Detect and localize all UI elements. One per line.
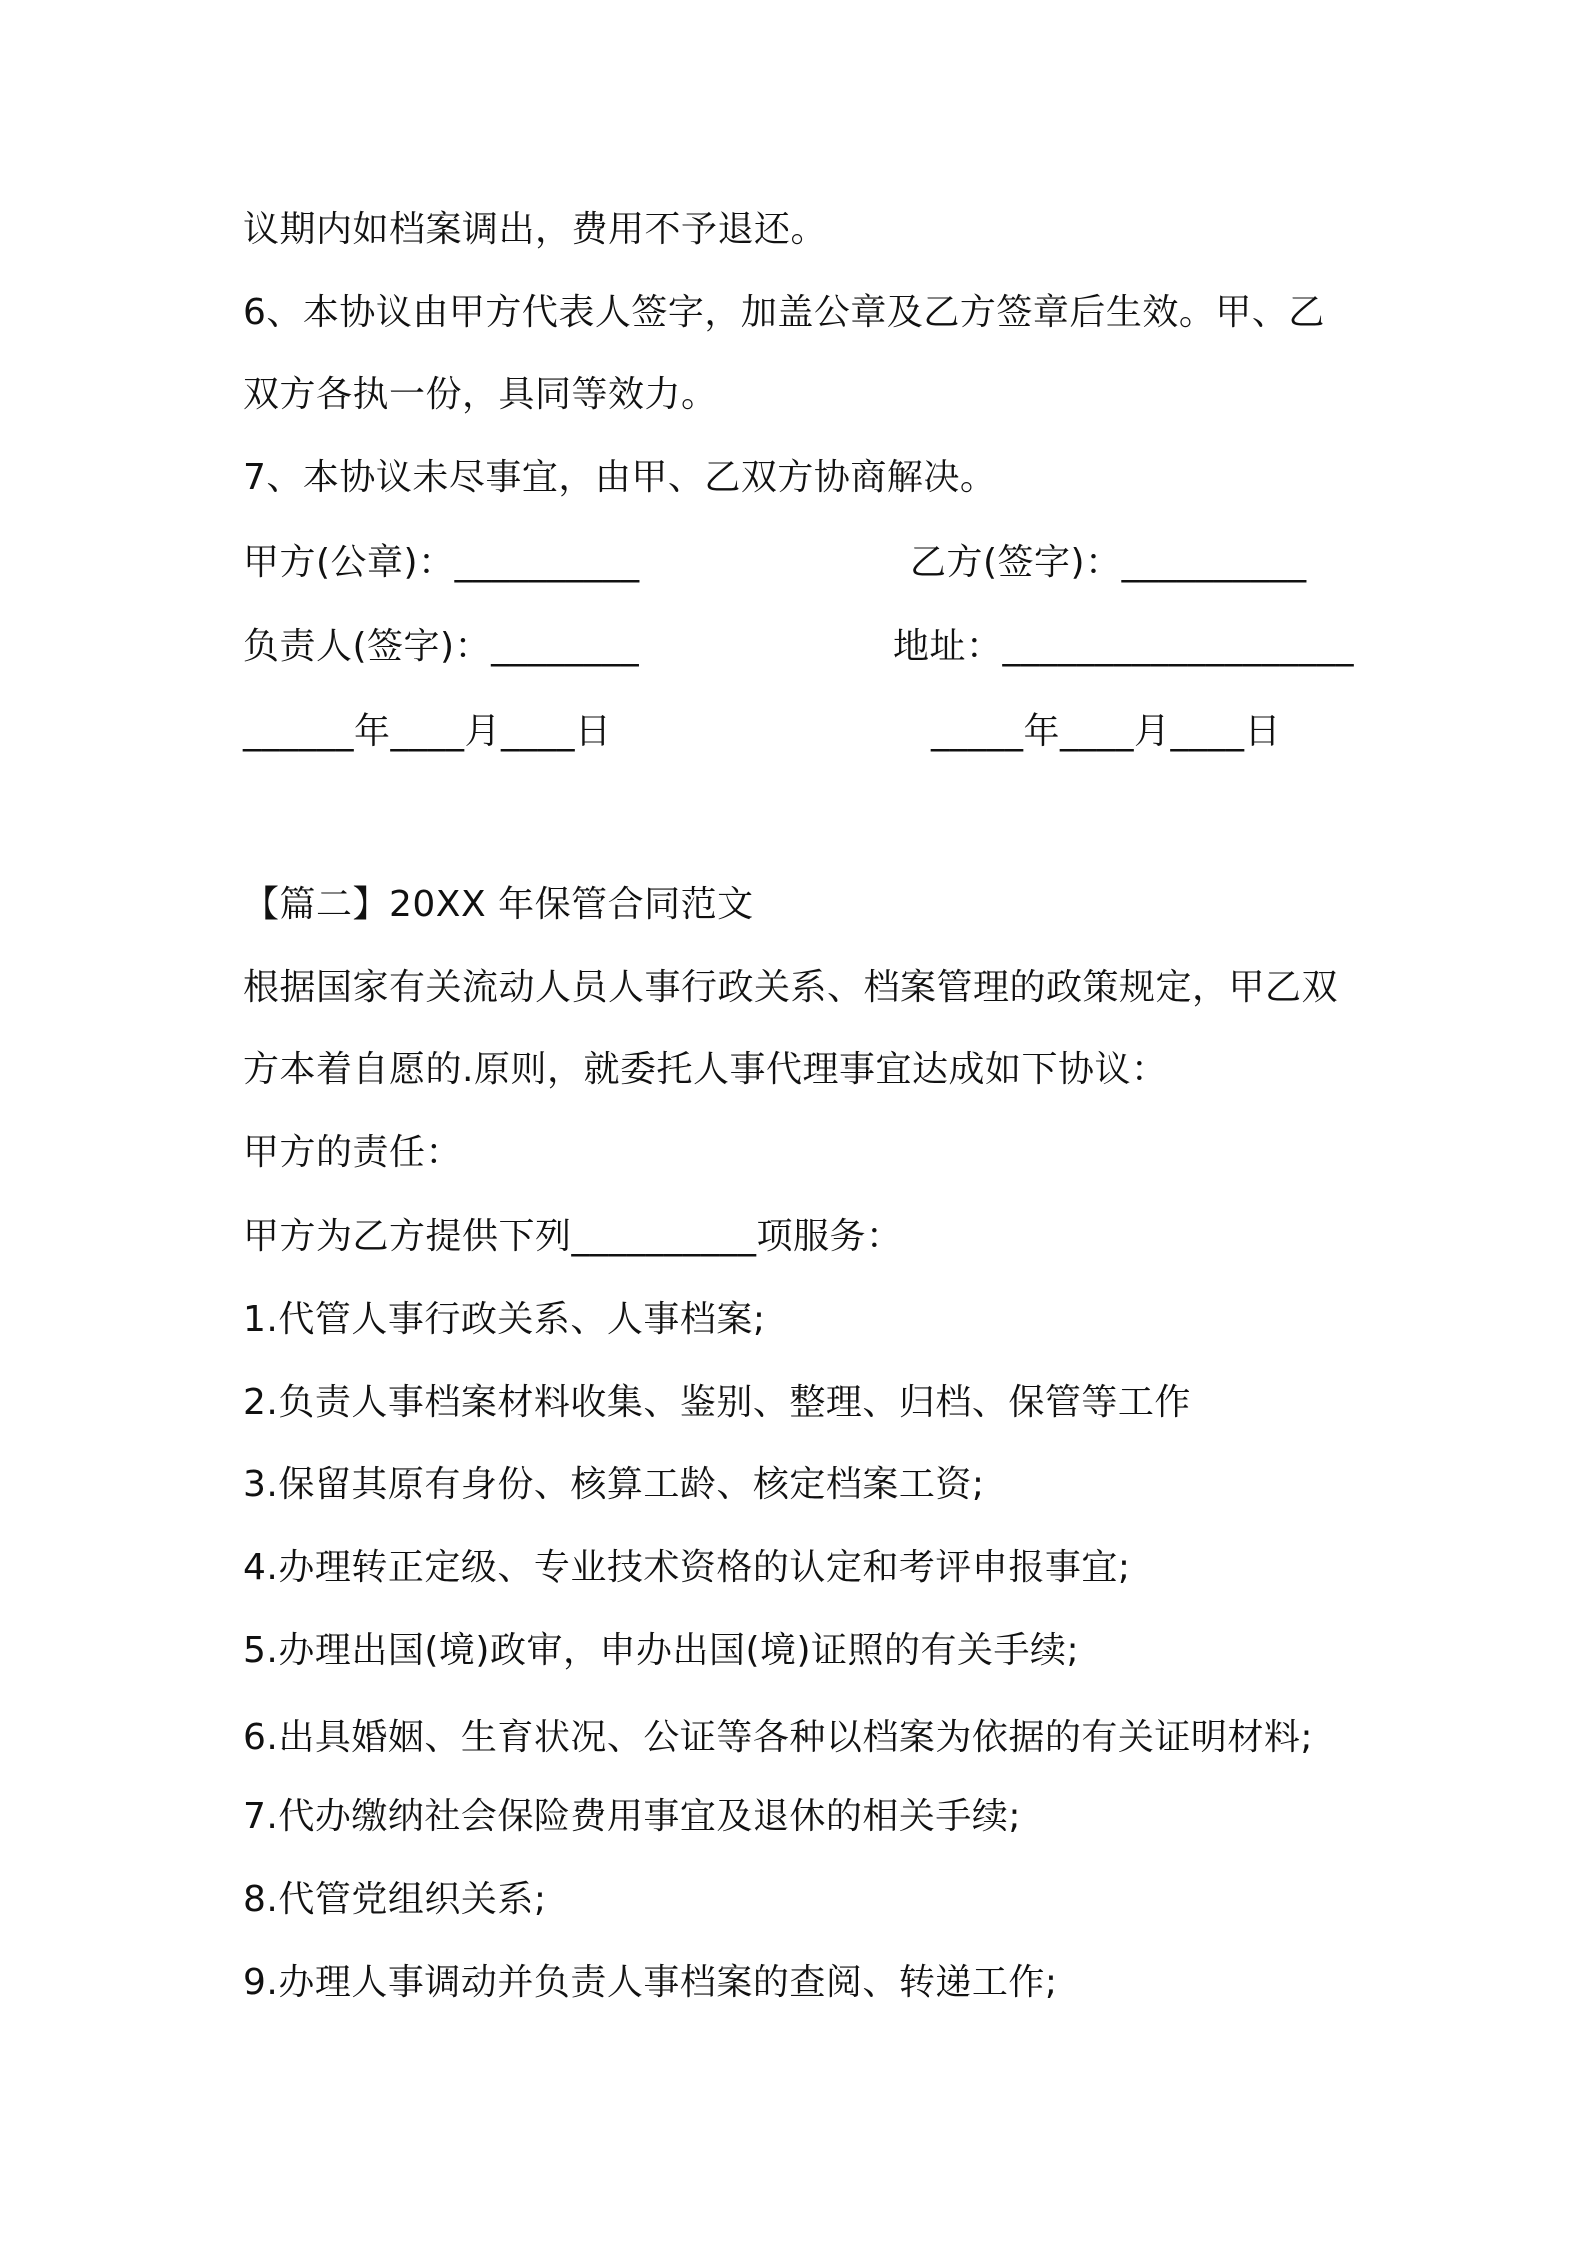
list-item: 4.办理转正定级、专业技术资格的认定和考评申报事宜; <box>243 1547 1131 1588</box>
party-b-signature-line: 乙方(签字)：__________ <box>910 542 1307 583</box>
intro-line-1: 根据国家有关流动人员人事行政关系、档案管理的政策规定，甲乙双 <box>243 967 1339 1008</box>
person-in-charge-signature-line: 负责人(签字)：________ <box>243 626 640 667</box>
date-line-right: _____年____月____日 <box>931 711 1282 752</box>
list-item: 3.保留其原有身份、核算工龄、核定档案工资; <box>243 1464 985 1505</box>
list-item: 1.代管人事行政关系、人事档案; <box>243 1299 766 1340</box>
list-item: 6.出具婚姻、生育状况、公证等各种以档案为依据的有关证明材料; <box>243 1717 1313 1758</box>
intro-line-2: 方本着自愿的.原则，就委托人事代理事宜达成如下协议： <box>243 1049 1168 1090</box>
list-item: 2.负责人事档案材料收集、鉴别、整理、归档、保管等工作 <box>243 1382 1191 1423</box>
list-item: 5.办理出国(境)政审，申办出国(境)证照的有关手续; <box>243 1630 1080 1671</box>
clause-5-continuation: 议期内如档案调出，费用不予退还。 <box>243 209 828 250</box>
party-a-seal-line: 甲方(公章)：__________ <box>243 542 640 583</box>
services-line: 甲方为乙方提供下列__________项服务： <box>243 1216 903 1257</box>
list-item: 7.代办缴纳社会保险费用事宜及退休的相关手续; <box>243 1796 1021 1837</box>
list-item: 9.办理人事调动并负责人事档案的查阅、转递工作; <box>243 1962 1058 2003</box>
list-item: 8.代管党组织关系; <box>243 1879 547 1920</box>
duty-title: 甲方的责任： <box>243 1132 463 1173</box>
date-line-left: ______年____月____日 <box>243 711 612 752</box>
section-heading: 【篇二】20XX 年保管合同范文 <box>243 884 754 925</box>
clause-6-line-1: 6、本协议由甲方代表人签字，加盖公章及乙方签章后生效。甲、乙 <box>243 292 1325 333</box>
clause-6-line-2: 双方各执一份，具同等效力。 <box>243 374 718 415</box>
clause-7: 7、本协议未尽事宜，由甲、乙双方协商解决。 <box>243 457 997 498</box>
address-line: 地址：___________________ <box>893 626 1355 667</box>
